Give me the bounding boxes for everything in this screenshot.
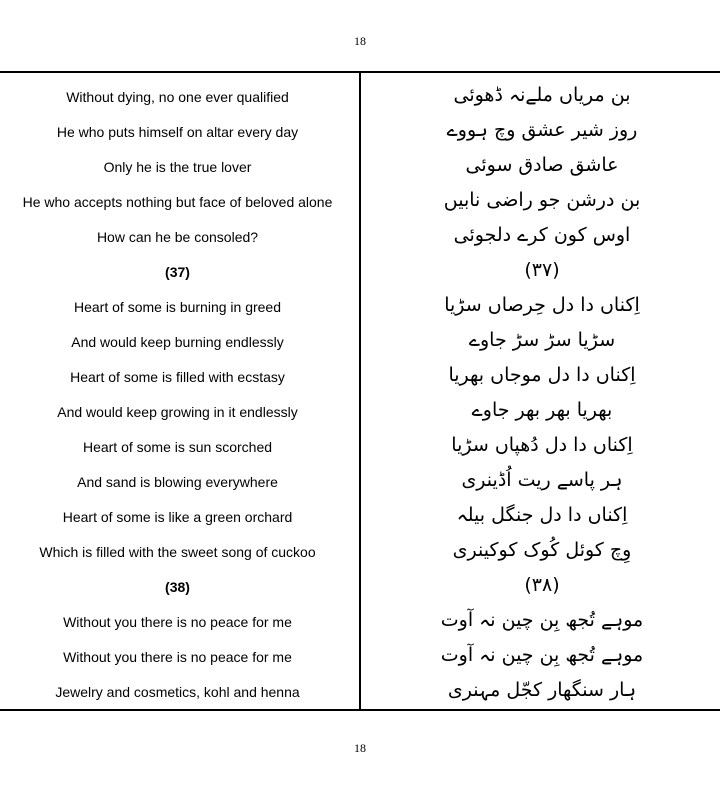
section-number-english: (37) [165, 264, 190, 280]
urdu-line: موہے تُجھ بِن چین نہ آوت [440, 609, 644, 631]
section-number-urdu: (۳۸) [524, 574, 560, 596]
bottom-rule [0, 709, 720, 711]
english-line: Heart of some is burning in greed [74, 299, 281, 315]
section-number-urdu: (۳۷) [524, 259, 560, 281]
english-line: And would keep growing in it endlessly [57, 404, 298, 420]
urdu-line: عاشق صادق سوئی [465, 154, 619, 176]
urdu-line: سڑیا سڑ سڑ جاوے [468, 329, 616, 351]
urdu-line: اِکناں دا دل موجاں بھریا [448, 364, 636, 386]
english-line: Heart of some is filled with ecstasy [70, 369, 285, 385]
section-number-english: (38) [165, 579, 190, 595]
urdu-line: موہے تُجھ بِن چین نہ آوت [440, 644, 644, 666]
urdu-line: اِکناں دا دل جنگل بیلہ [456, 504, 628, 526]
english-line: Without you there is no peace for me [63, 614, 292, 630]
urdu-line: اِکناں دا دل دُھپاں سڑیا [451, 434, 633, 456]
english-line: Which is filled with the sweet song of cuckoo [39, 544, 316, 560]
english-line: How can he be consoled? [96, 229, 259, 245]
urdu-line: ہر پاسے ریت اُڈینری [461, 469, 623, 491]
english-line: Jewelry and cosmetics, kohl and henna [55, 684, 300, 700]
english-line: Heart of some is sun scorched [82, 439, 273, 455]
urdu-line: ہار سنگھار کجّل مہنری [447, 679, 637, 701]
english-line: Only he is the true lover [103, 159, 252, 175]
urdu-line: بن درشن جو راضی نابیں [443, 189, 641, 211]
english-line: And sand is blowing everywhere [77, 474, 278, 490]
page-number-top: 18 [354, 34, 366, 48]
column-divider [359, 72, 361, 710]
english-line: Without you there is no peace for me [63, 649, 292, 665]
english-line: Without dying, no one ever qualified [66, 89, 289, 105]
urdu-line: وِچ کوئل کُوک کوکینری [452, 539, 632, 561]
urdu-line: بھریا بھر بھر جاوے [471, 399, 613, 421]
english-line: He who puts himself on altar every day [56, 124, 299, 140]
urdu-line: اوس کون کرے دلجوئی [453, 224, 631, 246]
english-line: Heart of some is like a green orchard [62, 509, 293, 525]
english-line: And would keep burning endlessly [71, 334, 284, 350]
english-line: He who accepts nothing but face of beloved alone [22, 194, 333, 210]
urdu-line: روز شیر عشق وچ ہووے [446, 119, 638, 141]
urdu-line: بن مریاں ملےنہ ڈھوئی [453, 84, 631, 106]
urdu-line: اِکناں دا دل حِرصاں سڑیا [444, 294, 640, 316]
page-number-bottom: 18 [354, 741, 366, 755]
